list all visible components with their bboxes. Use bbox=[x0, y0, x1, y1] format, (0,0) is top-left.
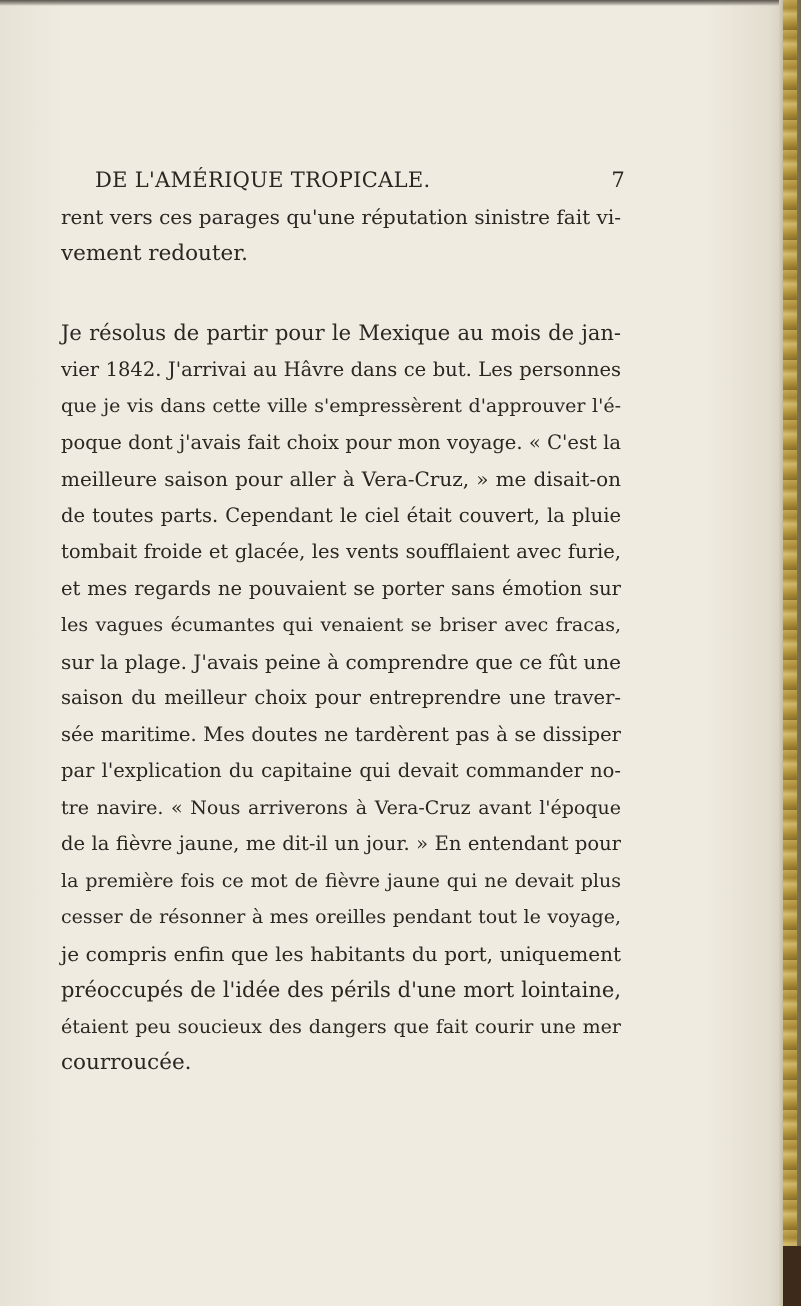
text-line: sur la plage. J'avais peine à comprendre que ce fût une bbox=[61, 649, 621, 674]
page-number: 7 bbox=[611, 168, 625, 192]
text-line: saison du meilleur choix pour entreprendre une traver- bbox=[61, 686, 621, 709]
text-line: je compris enfin que les habitants du port, uniquement bbox=[61, 941, 621, 966]
text-line: les vagues écumantes qui venaient se briser avec fracas, bbox=[61, 614, 621, 636]
text-line: rent vers ces parages qu'une réputation sinistre fait vi- bbox=[61, 205, 621, 229]
text-line: tre navire. « Nous arriverons à Vera-Cruz avant l'époque bbox=[61, 796, 621, 819]
text-line: meilleure saison pour aller à Vera-Cruz, » me disait-on bbox=[61, 467, 621, 491]
text-line: par l'explication du capitaine qui devait commander no- bbox=[61, 759, 621, 782]
text-line: vement redouter. bbox=[61, 240, 248, 266]
text-line: et mes regards ne pouvaient se porter sans émotion sur bbox=[61, 576, 621, 600]
spine-gilt-edge bbox=[783, 0, 797, 1306]
text-line: étaient peu soucieux des dangers que fait courir une mer bbox=[61, 1015, 621, 1038]
text-line: de toutes parts. Cependant le ciel était couvert, la pluie bbox=[61, 503, 621, 527]
page-top-edge bbox=[0, 0, 801, 6]
text-line: sée maritime. Mes doutes ne tardèrent pas à se dissiper bbox=[61, 722, 621, 746]
running-title: DE L'AMÉRIQUE TROPICALE. bbox=[95, 168, 431, 192]
text-line: vier 1842. J'arrivai au Hâvre dans ce but. Les personnes bbox=[61, 357, 621, 381]
paragraph-gap bbox=[61, 272, 621, 315]
text-line: préoccupés de l'idée des périls d'une mort lointaine, bbox=[61, 978, 621, 1002]
text-line: poque dont j'avais fait choix pour mon voyage. « C'est la bbox=[61, 430, 621, 454]
text-line: que je vis dans cette ville s'empressèrent d'approuver l'é- bbox=[61, 395, 621, 417]
paragraph-1 bbox=[61, 199, 621, 272]
book-spine bbox=[779, 0, 801, 1306]
text-line: de la fièvre jaune, me dit-il un jour. » En entendant pour bbox=[61, 832, 621, 855]
text-line: tombait froide et glacée, les vents soufflaient avec furie, bbox=[61, 540, 621, 563]
page-header bbox=[95, 168, 625, 198]
text-line: Je résolus de partir pour le Mexique au mois de jan- bbox=[61, 321, 621, 345]
body-text bbox=[61, 199, 621, 1082]
text-line: cesser de résonner à mes oreilles pendant tout le voyage, bbox=[61, 906, 621, 928]
spine-bottom-band bbox=[783, 1246, 801, 1306]
text-line: la première fois ce mot de fièvre jaune qui ne devait plus bbox=[61, 869, 621, 892]
paragraph-2 bbox=[61, 315, 621, 1082]
text-line: courroucée. bbox=[61, 1050, 192, 1075]
